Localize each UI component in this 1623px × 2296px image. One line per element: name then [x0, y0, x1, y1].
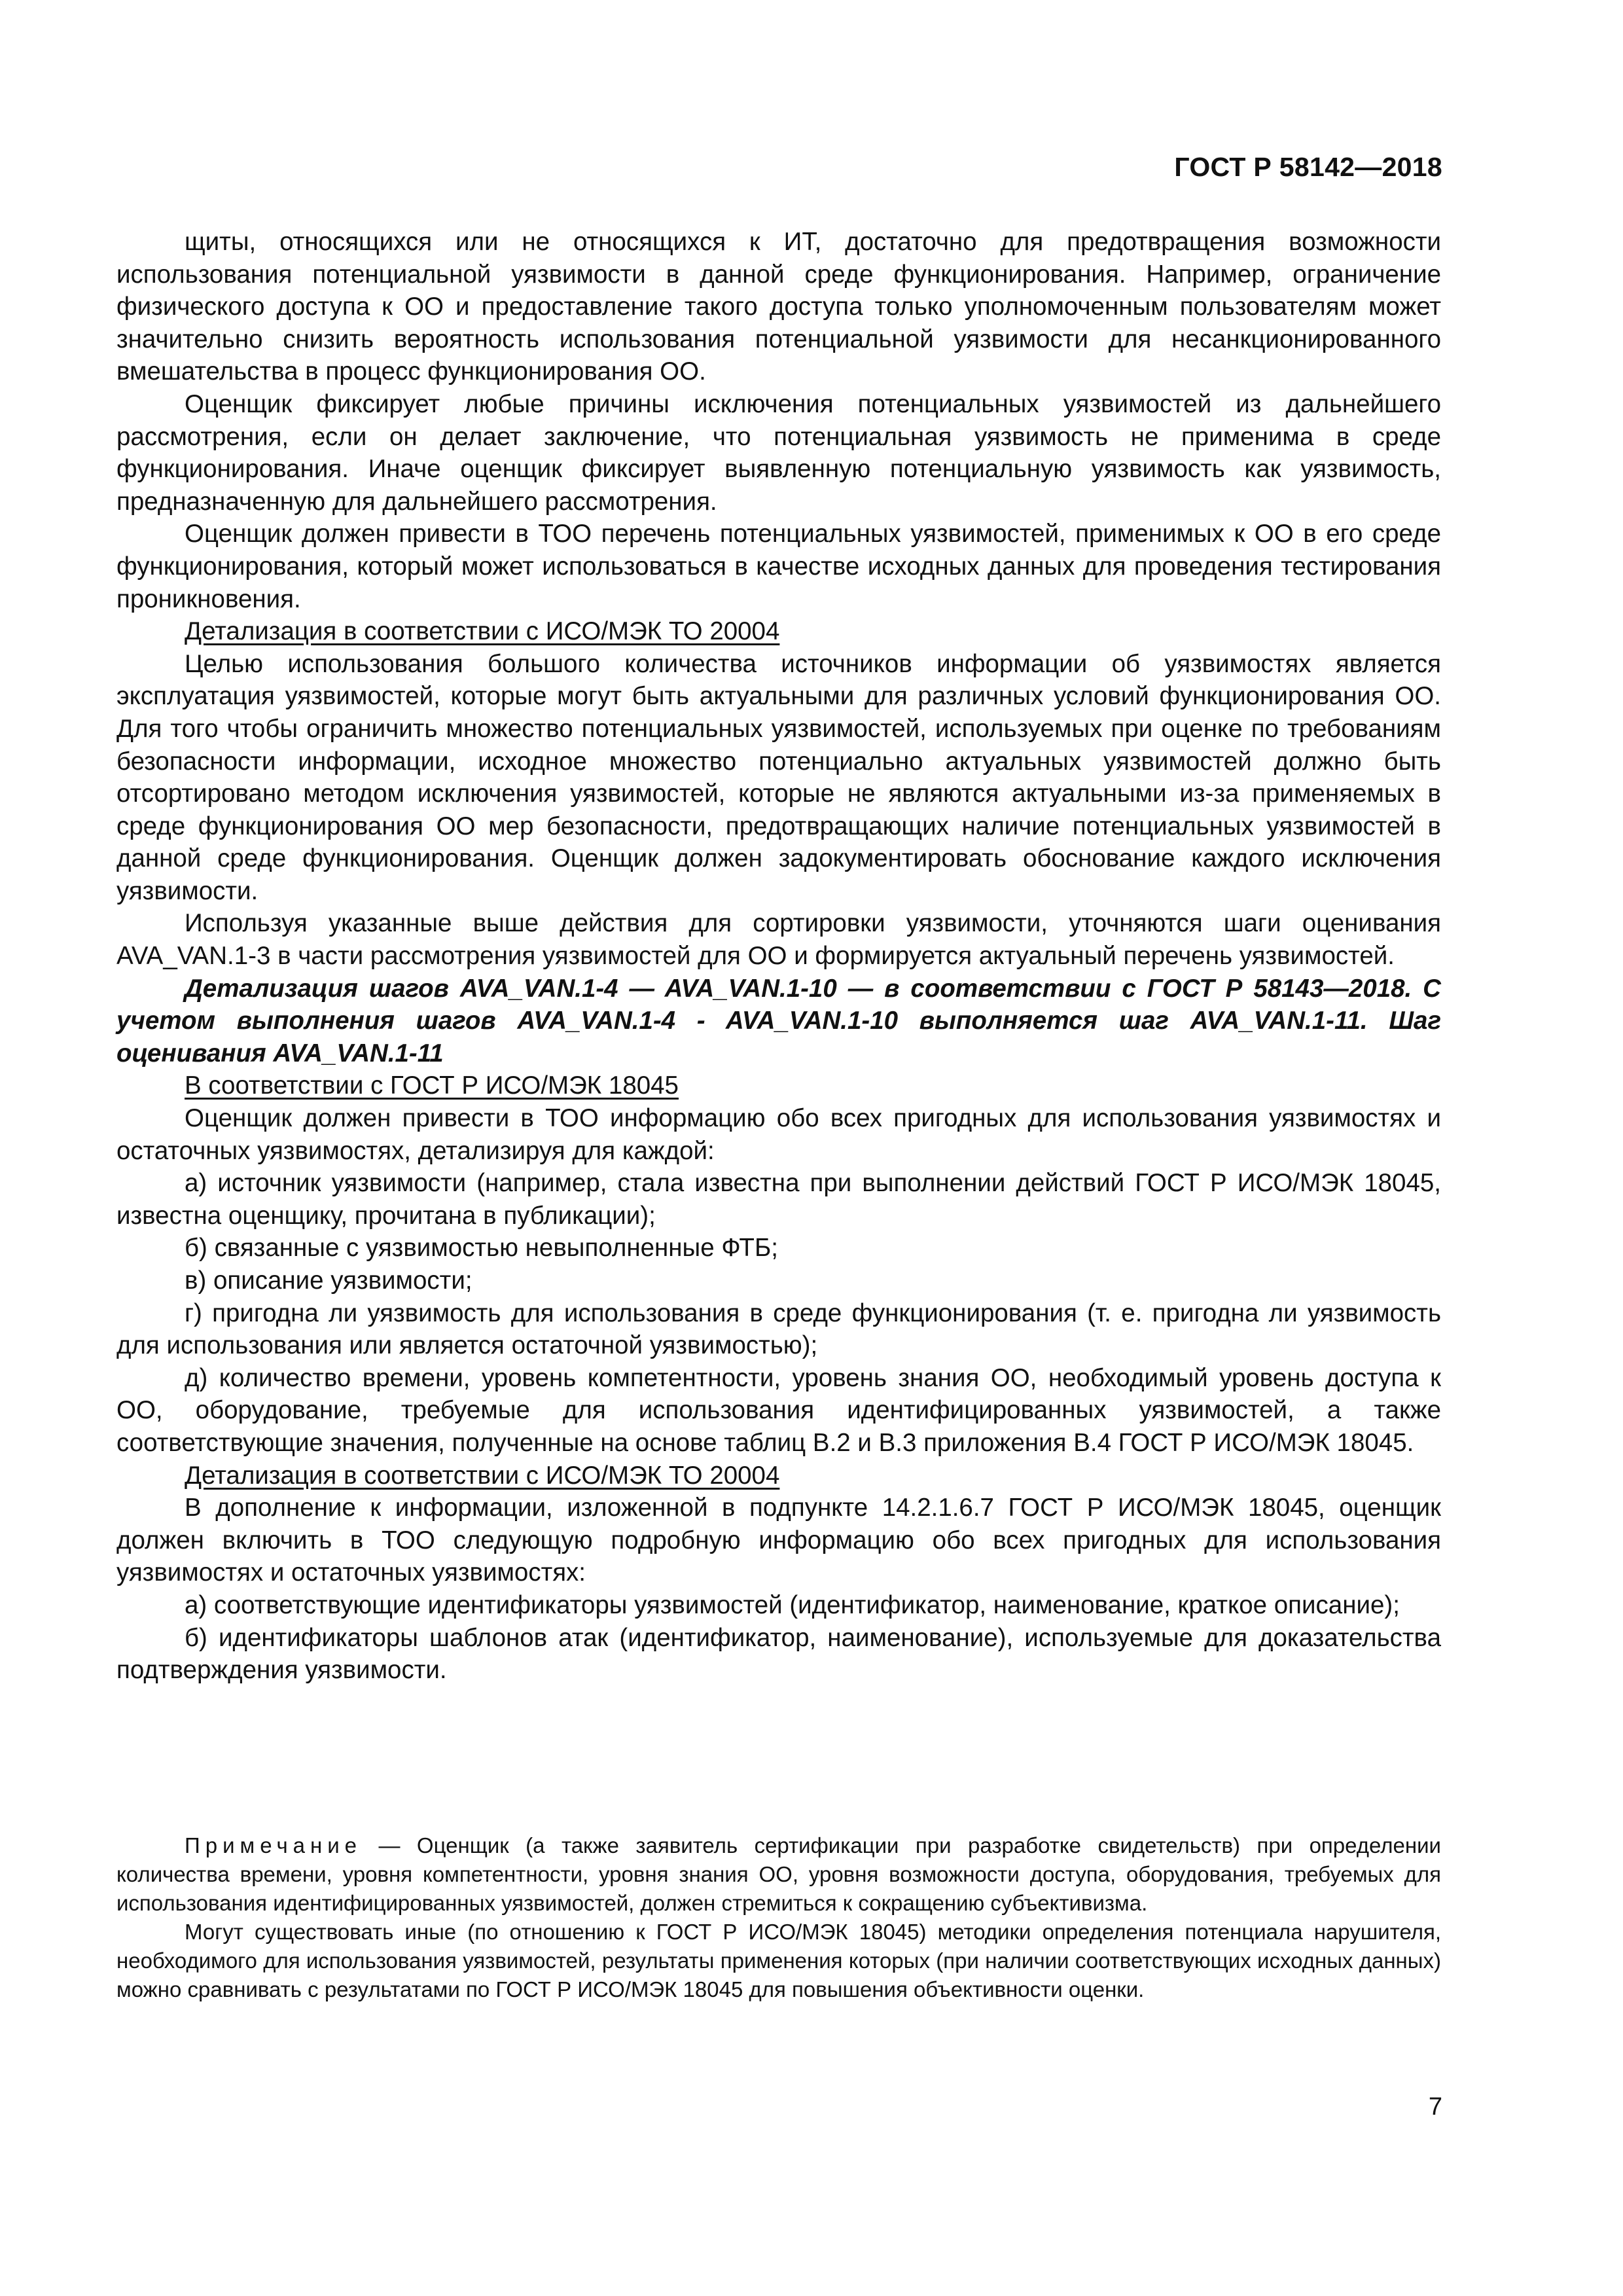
list-item: д) количество времени, уровень компетентности, уровень знания ОО, необходимый уровень доступа к ОО, оборудование, требуемые для использования идентифицированных уязвимостей, а также соответствующие значения, полученные на основе таблиц В.2 и В.3 приложения В.4 ГОСТ Р ИСО/МЭК 18045. — [116, 1363, 1441, 1457]
section-heading — [116, 1069, 1441, 1102]
list-item: в) описание уязвимости; — [185, 1266, 473, 1295]
section-heading-text: В соответствии с ГОСТ Р ИСО/МЭК 18045 — [185, 1071, 679, 1100]
paragraph: Целью использования большого количества источников информации об уязвимостях является эксплуатация уязвимостей, которые могут быть актуальными для различных условий функционирования ОО. Для того чтобы ограничить множество потенциальных уязвимостей, используемых при оценке по требованиям безопасности информации, исходное множество потенциально актуальных уязвимостей должно быть отсортировано методом исключения уязвимостей, которые не являются актуальными из-за применяемых в среде функционирования ОО мер безопасности, предотвращающих наличие потенциальных уязвимостей в данной среде функционирования. Оценщик должен задокументировать обоснование каждого исключения уязвимости. — [116, 649, 1441, 905]
section-heading — [116, 615, 1441, 648]
paragraph: Используя указанные выше действия для сортировки уязвимости, уточняются шаги оценивания AVA_VAN.1-3 в части рассмотрения уязвимостей для ОО и формируется актуальный перечень уязвимостей. — [116, 909, 1441, 971]
note-block — [116, 1831, 1441, 2004]
section-heading — [116, 1460, 1441, 1492]
page-number: 7 — [1428, 2093, 1442, 2121]
note-paragraph — [116, 1831, 1441, 1918]
note-label: Примечание — [185, 1833, 363, 1857]
bold-italic-heading: Детализация шагов AVA_VAN.1-4 — AVA_VAN.1-10 — в соответствии с ГОСТ Р 58143—2018. С учетом выполнения шагов AVA_VAN.1-4 - AVA_VAN.1-10 выполняется шаг AVA_VAN.1-11. Шаг оценивания AVA_VAN.1-11 — [116, 974, 1441, 1067]
list-item: а) соответствующие идентификаторы уязвимостей (идентификатор, наименование, краткое описание); — [185, 1590, 1400, 1619]
paragraph: Оценщик фиксирует любые причины исключения потенциальных уязвимостей из дальнейшего рассмотрения, если он делает заключение, что потенциальная уязвимость не применима в среде функционирования. Иначе оценщик фиксирует выявленную потенциальную уязвимость как уязвимость, предназначенную для дальнейшего рассмотрения. — [116, 389, 1441, 516]
paragraph: щиты, относящихся или не относящихся к ИТ, достаточно для предотвращения возможности использования потенциальной уязвимости в данной среде функционирования. Например, ограничение физического доступа к ОО и предоставление такого доступа только уполномоченным пользователям может значительно снизить вероятность использования потенциальной уязвимости для несанкционированного вмешательства в процесс функционирования ОО. — [116, 228, 1441, 386]
document-header: ГОСТ Р 58142—2018 — [1174, 152, 1442, 182]
note-text: — Оценщик (а также заявитель сертификации при разработке свидетельств) при определении количества времени, уровня компетентности, уровня знания ОО, уровня возможности доступа, оборудования, требуемых для использования идентифицированных уязвимостей, должен стремиться к сокращению субъективизма. — [116, 1833, 1441, 1915]
list-item: г) пригодна ли уязвимость для использования в среде функционирования (т. е. пригодна ли уязвимость для использования или является остаточной уязвимостью); — [116, 1299, 1441, 1360]
section-heading-text: Детализация в соответствии с ИСО/МЭК ТО 20004 — [185, 617, 780, 646]
list-item: б) идентификаторы шаблонов атак (идентификатор, наименование), используемые для доказательства подтверждения уязвимости. — [116, 1623, 1441, 1685]
list-item: б) связанные с уязвимостью невыполненные ФТБ; — [185, 1234, 778, 1263]
paragraph: Оценщик должен привести в ТОО информацию обо всех пригодных для использования уязвимостях и остаточных уязвимостях, детализируя для каждой: — [116, 1104, 1441, 1165]
paragraph: В дополнение к информации, изложенной в подпункте 14.2.1.6.7 ГОСТ Р ИСО/МЭК 18045, оценщик должен включить в ТОО следующую подробную информацию обо всех пригодных для использования уязвимостях и остаточных уязвимостях: — [116, 1494, 1441, 1587]
note-paragraph: Могут существовать иные (по отношению к ГОСТ Р ИСО/МЭК 18045) методики определения потенциала нарушителя, необходимого для использования уязвимостей, результаты применения которых (при наличии соответствующих исходных данных) можно сравнивать с результатами по ГОСТ Р ИСО/МЭК 18045 для повышения объективности оценки. — [116, 1920, 1441, 2001]
section-heading-text: Детализация в соответствии с ИСО/МЭК ТО 20004 — [185, 1461, 780, 1490]
main-text — [116, 226, 1441, 1687]
list-item: а) источник уязвимости (например, стала известна при выполнении действий ГОСТ Р ИСО/МЭК 18045, известна оценщику, прочитана в публикации); — [116, 1169, 1441, 1230]
paragraph: Оценщик должен привести в ТОО перечень потенциальных уязвимостей, применимых к ОО в его среде функционирования, который может использоваться в качестве исходных данных для проведения тестирования проникновения. — [116, 520, 1441, 613]
